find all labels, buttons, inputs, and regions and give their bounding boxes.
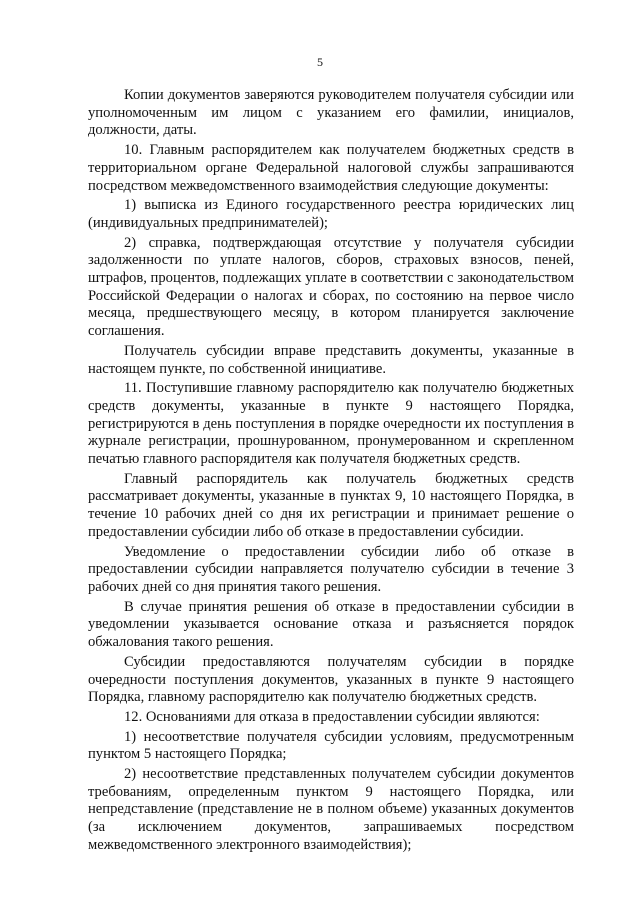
paragraph-item-12-2: 2) несоответствие представленных получателем субсидии документов требованиям, определенным пунктом 9 настоящего Порядка, или непредставление (представление не в полном объеме) указанных документов (за исключением документов, запрашиваемых посредством межведомственного электронного взаимодействия); [88,766,574,853]
paragraph-item-10-2: 2) справка, подтверждающая отсутствие у получателя субсидии задолженности по уплате налогов, сборов, страховых взносов, пеней, штрафов, процентов, подлежащих уплате в соответствии с законодательством Российской Федерации о налогах и сборах, по состоянию на первое число месяца, предшествующего месяцу, в котором планируется заключение соглашения. [88,234,574,340]
paragraph-own-initiative: Получатель субсидии вправе представить документы, указанные в настоящем пункте, по собственной инициативе. [88,342,574,377]
page-number: 5 [317,55,323,69]
paragraph-notification: Уведомление о предоставлении субсидии либо об отказе в предоставлении субсидии направляется получателю субсидии в течение 3 рабочих дней со дня принятия такого решения. [88,543,574,595]
paragraph-item-10-1: 1) выписка из Единого государственного реестра юридических лиц (индивидуальных предпринимателей); [88,197,574,231]
paragraph-provision-order: Субсидии предоставляются получателям субсидии в порядке очередности поступления документов, указанных в пункте 9 настоящего Порядка, главному распорядителю как получателю бюджетных средств. [88,653,574,706]
document-body [88,87,574,855]
paragraph-copies-certification: Копии документов заверяются руководителем получателя субсидии или уполномоченным им лицом с указанием его фамилии, инициалов, должности, даты. [88,87,574,139]
paragraph-item-12-1: 1) несоответствие получателя субсидии условиям, предусмотренным пунктом 5 настоящего Порядка; [88,728,574,763]
paragraph-refusal-explanation: В случае принятия решения об отказе в предоставлении субсидии в уведомлении указывается основание отказа и разъясняется порядок обжалования такого решения. [88,598,574,651]
paragraph-item-12: 12. Основаниями для отказа в предоставлении субсидии являются: [124,708,540,725]
paragraph-item-10: 10. Главным распорядителем как получателем бюджетных средств в территориальном органе Федеральной налоговой службы запрашиваются посредством межведомственного взаимодействия следующие документы: [88,142,574,194]
paragraph-item-11: 11. Поступившие главному распорядителю как получателю бюджетных средств документы, указанные в пункте 9 настоящего Порядка, регистрируются в день поступления в порядке очередности их поступления в журнале регистрации, прошнурованном, пронумерованном и скрепленном печатью главного распорядителя как получателя бюджетных средств. [88,380,574,468]
paragraph-review-period: Главный распорядитель как получатель бюджетных средств рассматривает документы, указанные в пунктах 9, 10 настоящего Порядка, в течение 10 рабочих дней со дня их регистрации и принимает решение о предоставлении субсидии либо об отказе в предоставлении субсидии. [88,470,574,540]
